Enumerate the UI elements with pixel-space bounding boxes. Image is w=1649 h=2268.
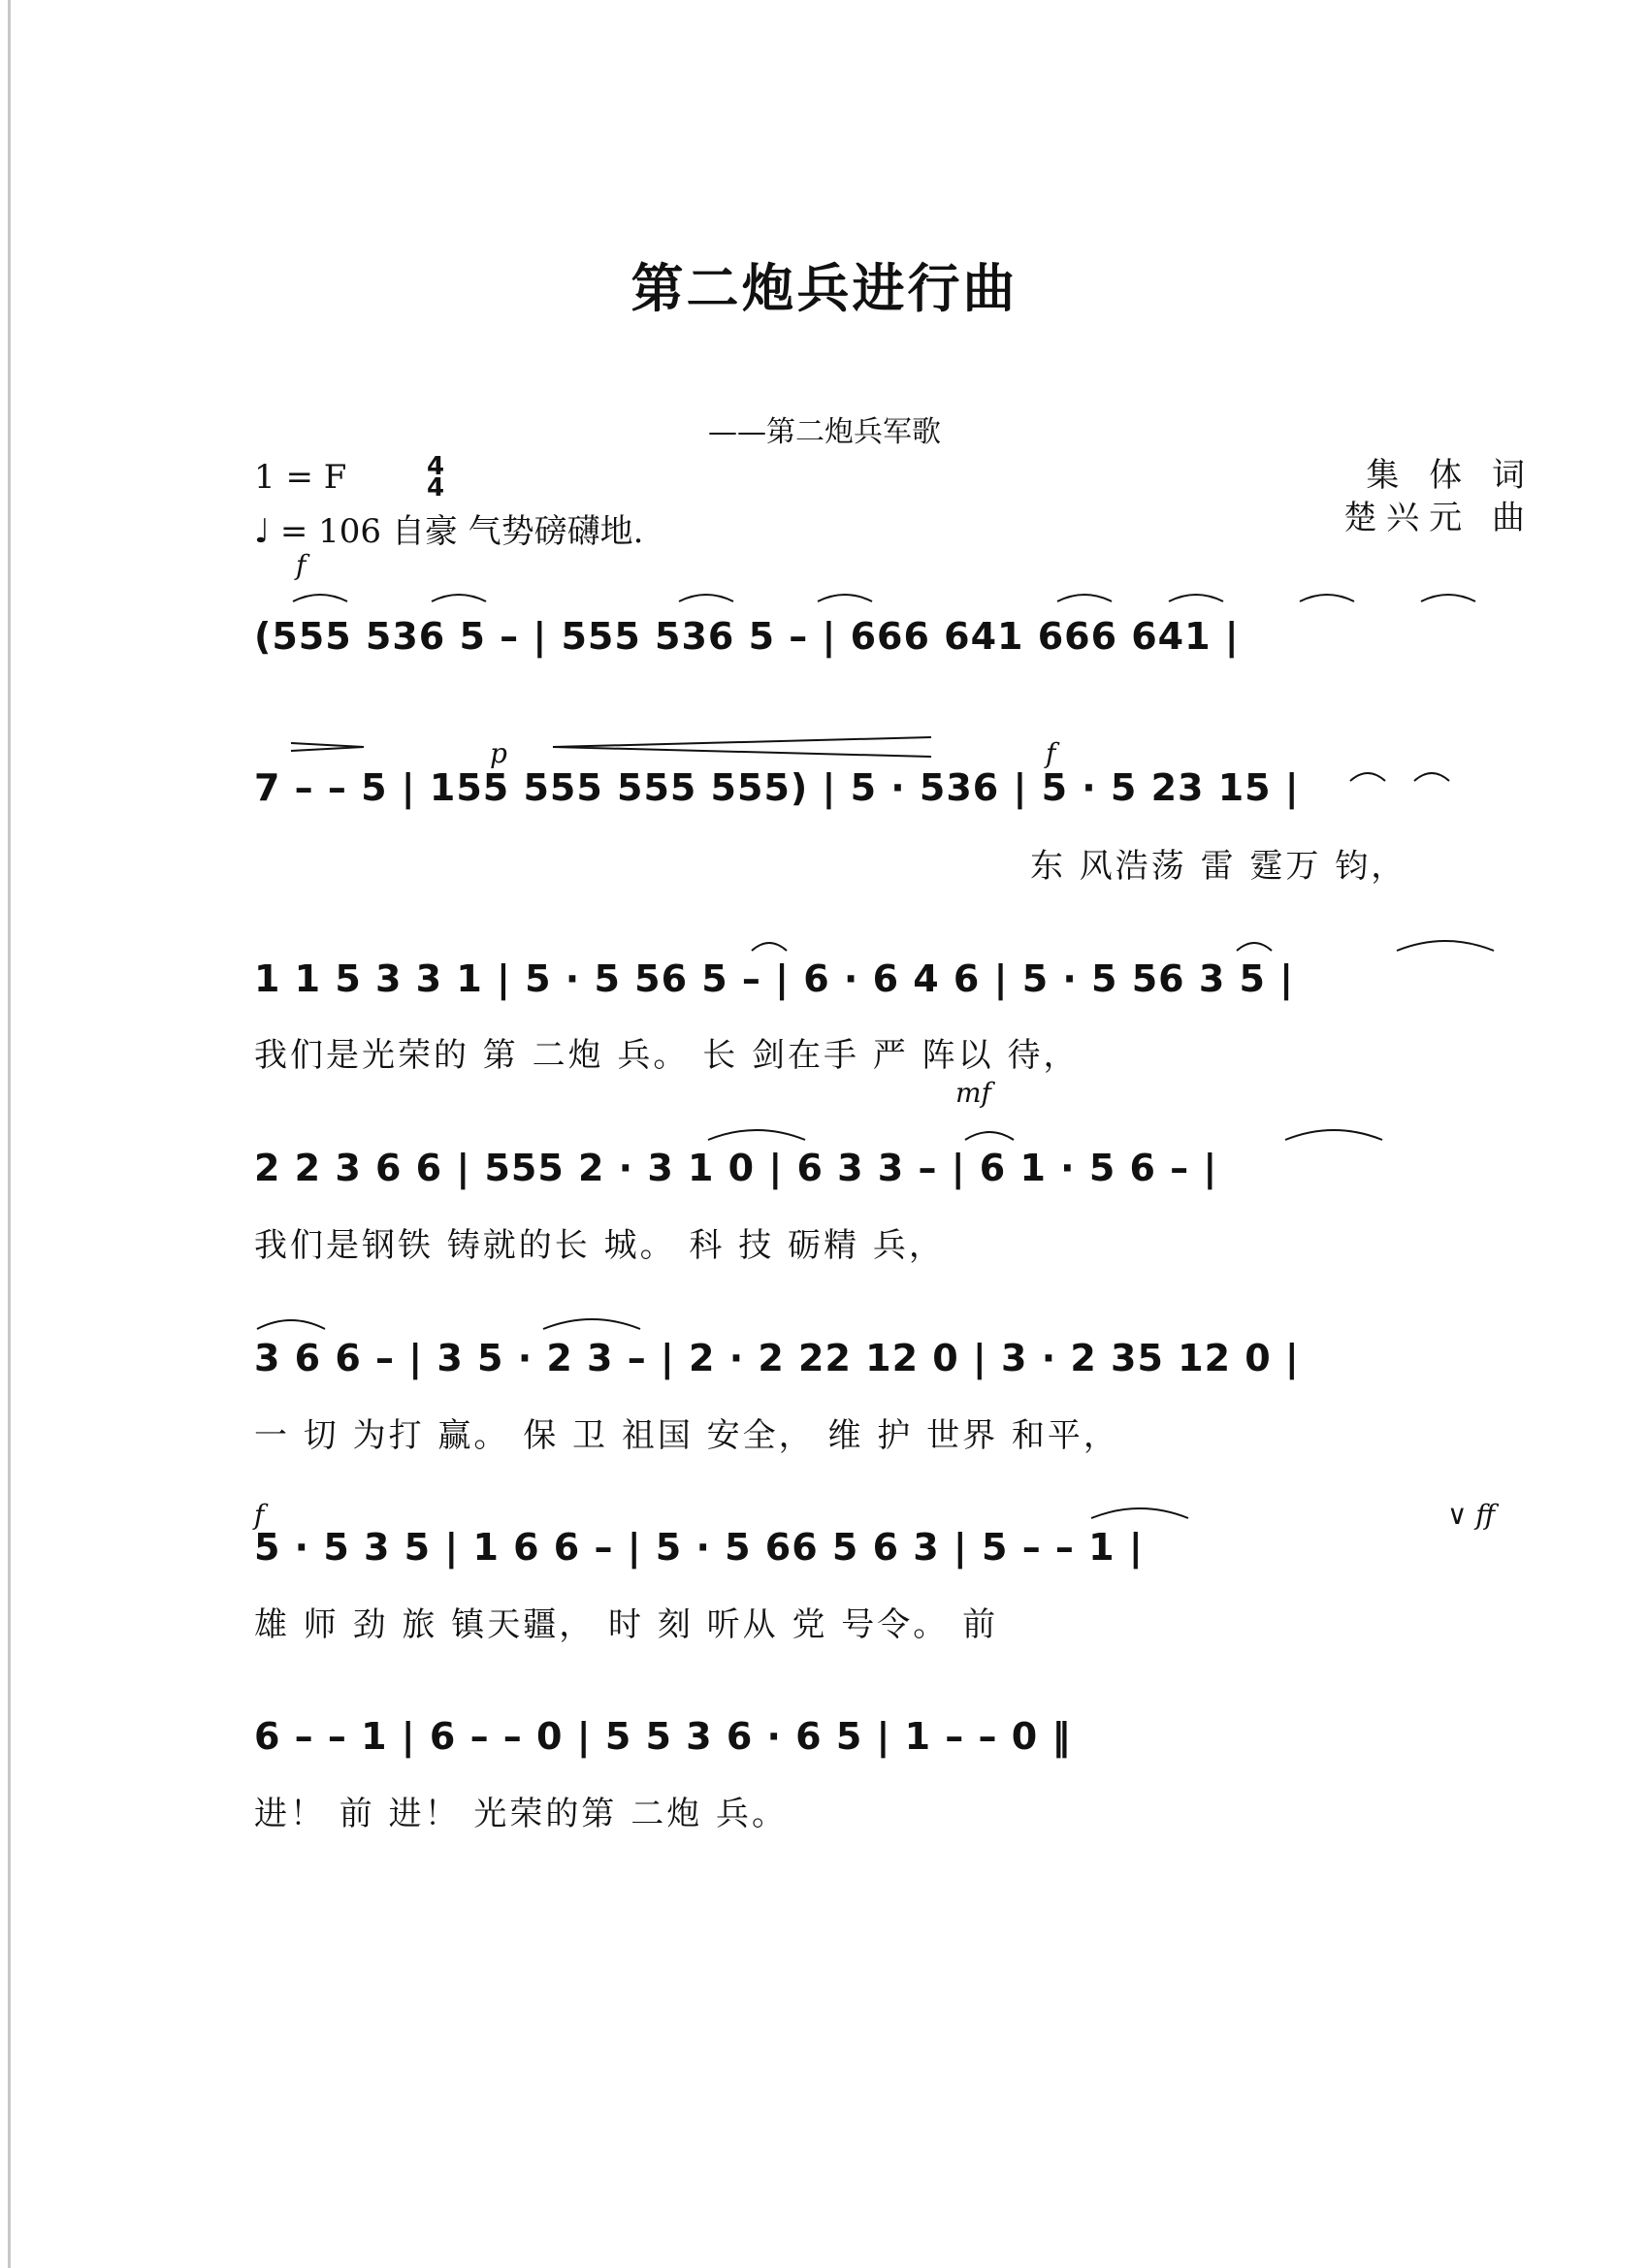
decrescendo-hairpin [291,743,364,751]
time-signature-top: 4 [427,452,445,481]
dynamic-marking: p [490,737,507,769]
notation-line-7: 6 – – 1 | 6 – – 0 | 5 5 3 6 · 6 5 | 1 – – 0 ‖ [254,1715,1072,1758]
dynamic-marking: f [1046,737,1056,769]
dynamic-marking: f [254,1499,265,1531]
notation-line-4: 2 2 3 6 6 | 555 2 · 3 1 0 | 6 3 3 – | 6 1 · 5 6 – | [254,1147,1218,1189]
notation-line-3: 1 1 5 3 3 1 | 5 · 5 56 5 – | 6 · 6 4 6 | 5 · 5 56 3 5 | [254,957,1295,1000]
slur-mark [752,941,1494,951]
lyric-line-5: 一 切 为打 赢。 保 卫 祖国 安全， 维 护 世界 和平， [254,1416,1119,1455]
notation-line-6: 5 · 5 3 5 | 1 6 6 – | 5 · 5 66 5 6 3 | 5 – – 1 | [254,1526,1144,1569]
lyricist-credit: 集 体 词 [1366,456,1535,495]
dynamic-marking: f [296,549,307,581]
song-subtitle: ——第二炮兵军歌 [708,415,941,449]
notation-line-1: (555 536 5 – | 555 536 5 – | 666 641 666 641 | [254,615,1240,658]
notation-line-2: 7 – – 5 | 155 555 555 555) | 5 · 536 | 5 · 5 23 15 | [254,766,1300,809]
notation-line-5: 3 6 6 – | 3 5 · 2 3 – | 2 · 2 22 12 0 | 3 · 2 35 12 0 | [254,1337,1300,1379]
dynamic-marking: mf [955,1077,991,1109]
slur-mark [708,1130,1382,1140]
lyric-line-7: 进！ 前 进！ 光荣的第 二炮 兵。 [254,1795,789,1833]
slur-mark [1091,1508,1188,1518]
key-signature: 1 = F [254,458,347,497]
triplet-brackets [293,595,1475,601]
decrescendo-hairpin [553,737,931,757]
dynamic-marking: ∨ ff [1447,1499,1496,1531]
slur-mark [257,1319,640,1329]
time-signature-bottom: 4 [427,473,445,502]
tempo-marking: ♩ = 106 自豪 气势磅礴地. [254,512,644,551]
lyric-line-3: 我们是光荣的 第 二炮 兵。 长 剑在手 严 阵以 待， [254,1036,1080,1075]
slur-mark [1350,773,1449,781]
composer-credit: 楚兴元 曲 [1343,499,1535,537]
song-title: 第二炮兵进行曲 [630,257,1018,319]
lyric-line-4: 我们是钢铁 铸就的长 城。 科 技 砺精 兵， [254,1226,945,1265]
lyric-line-6: 雄 师 劲 旅 镇天疆， 时 刻 听从 党 号令。 前 [254,1605,999,1644]
lyric-line-2: 东 风浩荡 雷 霆万 钧， [1030,847,1407,886]
